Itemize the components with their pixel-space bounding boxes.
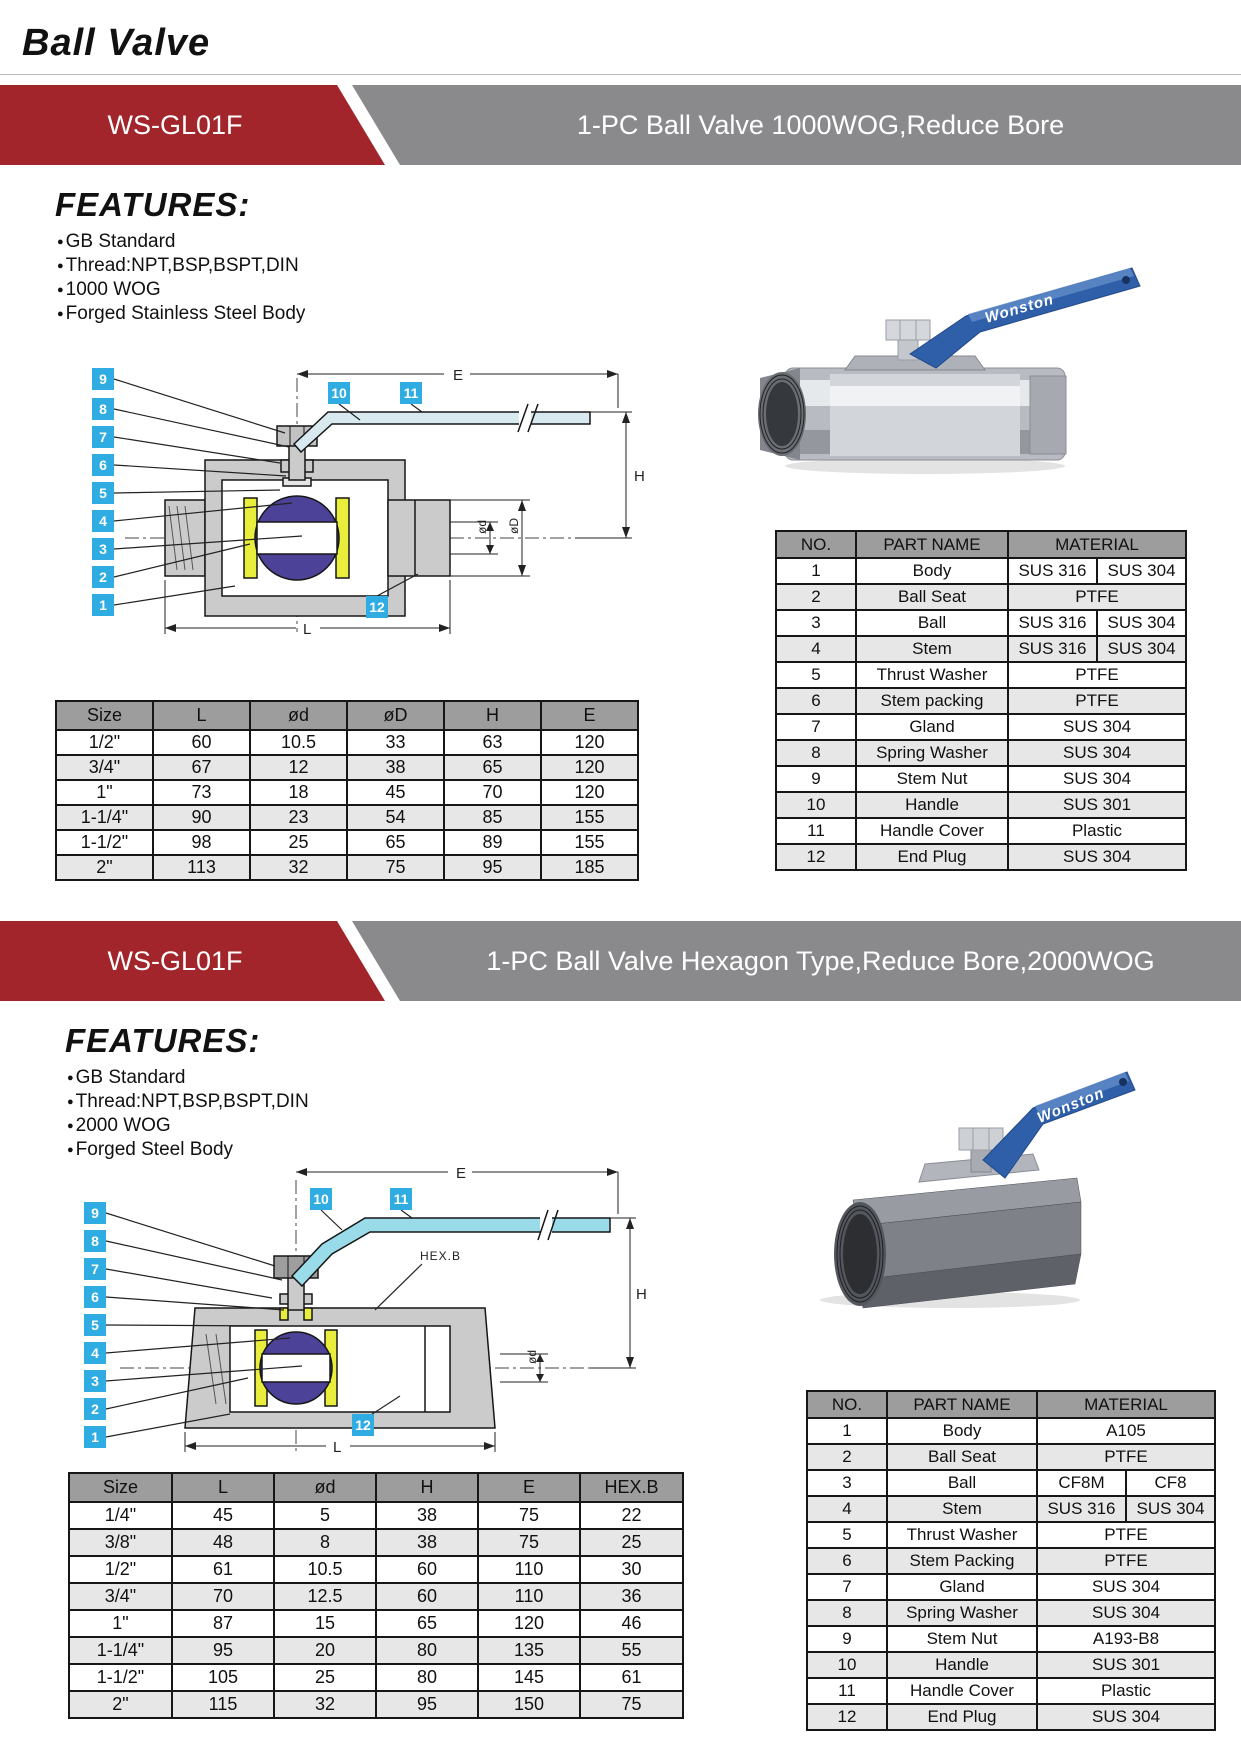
callout-2: 2: [91, 1401, 99, 1417]
material-cell: Plastic: [1008, 818, 1186, 844]
dim-table-row: [56, 755, 638, 780]
brand-label: Wonston: [1034, 1084, 1108, 1127]
value-cell: 89: [444, 830, 541, 855]
part-name-cell: Stem Nut: [887, 1626, 1037, 1652]
dim-label-H: H: [636, 1286, 647, 1303]
feature-item: ● Forged Stainless Steel Body: [57, 302, 305, 326]
col-hexb: HEX.B: [580, 1473, 683, 1502]
value-cell: 46: [580, 1610, 683, 1637]
feature-item: ● Thread:NPT,BSP,BSPT,DIN: [57, 254, 305, 278]
part-no-cell: 7: [807, 1574, 887, 1600]
value-cell: 12.5: [274, 1583, 376, 1610]
callout-2: 2: [99, 569, 107, 585]
parts-table-header-row: [807, 1391, 1215, 1418]
material-cell: PTFE: [1008, 688, 1186, 714]
value-cell: 18: [250, 780, 347, 805]
material-cell: SUS 304: [1037, 1600, 1215, 1626]
col-E: E: [478, 1473, 580, 1502]
valve-body: [185, 1256, 495, 1428]
banner-product-title: 1-PC Ball Valve 1000WOG,Reduce Bore: [576, 110, 1065, 140]
material-cell-2: SUS 304: [1097, 558, 1186, 584]
size-cell: 1/2": [69, 1556, 172, 1583]
material-cell: SUS 304: [1037, 1704, 1215, 1730]
part-name-cell: Handle Cover: [856, 818, 1008, 844]
feature-item: ● GB Standard: [67, 1066, 309, 1090]
size-cell: 3/4": [69, 1583, 172, 1610]
callout-8: 8: [91, 1233, 99, 1249]
part-no-cell: 7: [776, 714, 856, 740]
parts-table-row: [807, 1574, 1215, 1600]
part-name-cell: Handle: [856, 792, 1008, 818]
parts-table-row: [776, 584, 1186, 610]
valve-handle: [292, 1210, 610, 1286]
part-name-cell: Spring Washer: [856, 740, 1008, 766]
part-name-cell: Ball: [856, 610, 1008, 636]
value-cell: 145: [478, 1664, 580, 1691]
value-cell: 85: [444, 805, 541, 830]
value-cell: 38: [376, 1502, 478, 1529]
col-H: H: [444, 701, 541, 730]
part-no-cell: 10: [807, 1652, 887, 1678]
banner-model-code: WS-GL01F: [107, 946, 243, 976]
part-name-cell: Stem: [856, 636, 1008, 662]
value-cell: 25: [580, 1529, 683, 1556]
value-cell: 110: [478, 1556, 580, 1583]
dim-label-od: ød: [525, 1349, 539, 1364]
part-name-cell: Ball Seat: [887, 1444, 1037, 1470]
col-size: Size: [56, 701, 153, 730]
value-cell: 120: [541, 755, 638, 780]
feature-item: ● 2000 WOG: [67, 1114, 309, 1138]
parts-table-row: [776, 844, 1186, 870]
value-cell: 45: [172, 1502, 274, 1529]
part-no-cell: 12: [807, 1704, 887, 1730]
parts-table-row: [776, 792, 1186, 818]
size-cell: 1/4": [69, 1502, 172, 1529]
parts-table-row: [776, 636, 1186, 662]
dim-table-row: [56, 855, 638, 880]
value-cell: 65: [376, 1610, 478, 1637]
feature-item: ● 1000 WOG: [57, 278, 305, 302]
dim-label-oD: øD: [507, 518, 521, 534]
value-cell: 8: [274, 1529, 376, 1556]
value-cell: 33: [347, 730, 444, 755]
part-name-cell: Spring Washer: [887, 1600, 1037, 1626]
part-no-cell: 1: [776, 558, 856, 584]
value-cell: 25: [274, 1664, 376, 1691]
parts-table-row: [807, 1678, 1215, 1704]
callout-9: 9: [91, 1205, 99, 1221]
value-cell: 32: [274, 1691, 376, 1718]
dim-table-row: [69, 1691, 683, 1718]
value-cell: 20: [274, 1637, 376, 1664]
value-cell: 45: [347, 780, 444, 805]
col-no: NO.: [807, 1391, 887, 1418]
part-no-cell: 10: [776, 792, 856, 818]
part-no-cell: 3: [776, 610, 856, 636]
value-cell: 90: [153, 805, 250, 830]
size-cell: 1-1/2": [56, 830, 153, 855]
size-cell: 3/4": [56, 755, 153, 780]
callout-7: 7: [91, 1261, 99, 1277]
value-cell: 95: [376, 1691, 478, 1718]
dim-table-row: [69, 1502, 683, 1529]
part-name-cell: Handle: [887, 1652, 1037, 1678]
material-cell: PTFE: [1008, 584, 1186, 610]
parts-table-row: [776, 662, 1186, 688]
value-cell: 15: [274, 1610, 376, 1637]
callout-6: 6: [99, 457, 107, 473]
part-name-cell: Ball Seat: [856, 584, 1008, 610]
parts-table-row: [807, 1548, 1215, 1574]
part-no-cell: 11: [807, 1678, 887, 1704]
value-cell: 155: [541, 830, 638, 855]
dim-label-E: E: [456, 1165, 467, 1182]
value-cell: 75: [347, 855, 444, 880]
material-cell: CF8M: [1037, 1470, 1126, 1496]
dim-label-H: H: [634, 468, 645, 485]
parts-table-1: [775, 530, 1187, 871]
value-cell: 36: [580, 1583, 683, 1610]
parts-table-row: [776, 766, 1186, 792]
valve-body-photo: [834, 1178, 1081, 1308]
part-name-cell: Stem packing: [856, 688, 1008, 714]
value-cell: 115: [172, 1691, 274, 1718]
material-cell: PTFE: [1037, 1444, 1215, 1470]
callout-4: 4: [99, 513, 107, 529]
part-name-cell: Thrust Washer: [887, 1522, 1037, 1548]
size-cell: 1": [69, 1610, 172, 1637]
features-heading-1: FEATURES:: [55, 186, 251, 223]
callout-5: 5: [91, 1317, 99, 1333]
value-cell: 80: [376, 1664, 478, 1691]
value-cell: 155: [541, 805, 638, 830]
value-cell: 61: [580, 1664, 683, 1691]
value-cell: 120: [541, 780, 638, 805]
size-cell: 1-1/4": [69, 1637, 172, 1664]
banner-model-code: WS-GL01F: [107, 110, 243, 140]
value-cell: 60: [376, 1556, 478, 1583]
parts-table-row: [807, 1522, 1215, 1548]
callout-5: 5: [99, 485, 107, 501]
callout-10: 10: [313, 1191, 329, 1207]
value-cell: 30: [580, 1556, 683, 1583]
product-banner-1: [0, 85, 1241, 165]
col-od: ød: [274, 1473, 376, 1502]
dim-table-row: [69, 1664, 683, 1691]
col-oD: øD: [347, 701, 444, 730]
parts-table-row: [776, 818, 1186, 844]
callout-3: 3: [91, 1373, 99, 1389]
product-photo-2: [775, 1032, 1155, 1312]
callout-10: 10: [331, 385, 347, 401]
part-name-cell: End Plug: [887, 1704, 1037, 1730]
value-cell: 185: [541, 855, 638, 880]
value-cell: 48: [172, 1529, 274, 1556]
dim-table-row: [69, 1556, 683, 1583]
col-material: MATERIAL: [1037, 1391, 1215, 1418]
dim-table-header-row: [69, 1473, 683, 1502]
banner-product-title: 1-PC Ball Valve Hexagon Type,Reduce Bore,2000WOG: [486, 946, 1155, 976]
value-cell: 63: [444, 730, 541, 755]
valve-cross-section-diagram-2: [70, 1158, 650, 1460]
page-title: Ball Valve: [22, 22, 211, 64]
part-no-cell: 11: [776, 818, 856, 844]
col-material: MATERIAL: [1008, 531, 1186, 558]
dim-table-header-row: [56, 701, 638, 730]
value-cell: 12: [250, 755, 347, 780]
feature-item: ● Thread:NPT,BSP,BSPT,DIN: [67, 1090, 309, 1114]
part-no-cell: 12: [776, 844, 856, 870]
value-cell: 75: [478, 1502, 580, 1529]
dim-label-L: L: [303, 621, 312, 638]
parts-table-row: [807, 1496, 1215, 1522]
material-cell-2: SUS 304: [1126, 1496, 1215, 1522]
part-name-cell: Thrust Washer: [856, 662, 1008, 688]
value-cell: 55: [580, 1637, 683, 1664]
value-cell: 60: [153, 730, 250, 755]
col-H: H: [376, 1473, 478, 1502]
part-no-cell: 8: [776, 740, 856, 766]
title-divider: [0, 74, 1241, 75]
material-cell-2: SUS 304: [1097, 636, 1186, 662]
part-name-cell: Gland: [856, 714, 1008, 740]
dim-table-row: [69, 1529, 683, 1556]
parts-table-row: [776, 740, 1186, 766]
dim-label-od: ød: [475, 519, 489, 534]
material-cell-2: CF8: [1126, 1470, 1215, 1496]
value-cell: 65: [444, 755, 541, 780]
col-L: L: [153, 701, 250, 730]
part-name-cell: End Plug: [856, 844, 1008, 870]
part-name-cell: Gland: [887, 1574, 1037, 1600]
part-name-cell: Stem Packing: [887, 1548, 1037, 1574]
parts-table-header-row: [776, 531, 1186, 558]
dimension-table-2: [68, 1472, 684, 1719]
value-cell: 54: [347, 805, 444, 830]
material-cell: PTFE: [1008, 662, 1186, 688]
value-cell: 5: [274, 1502, 376, 1529]
part-name-cell: Body: [887, 1418, 1037, 1444]
dim-table-row: [56, 830, 638, 855]
callout-4: 4: [91, 1345, 99, 1361]
callout-12: 12: [369, 599, 385, 615]
size-cell: 1": [56, 780, 153, 805]
part-no-cell: 5: [807, 1522, 887, 1548]
col-E: E: [541, 701, 638, 730]
value-cell: 87: [172, 1610, 274, 1637]
value-cell: 38: [347, 755, 444, 780]
material-cell: SUS 304: [1008, 766, 1186, 792]
value-cell: 75: [580, 1691, 683, 1718]
part-no-cell: 6: [776, 688, 856, 714]
callout-6: 6: [91, 1289, 99, 1305]
dim-table-row: [56, 805, 638, 830]
part-name-cell: Stem Nut: [856, 766, 1008, 792]
material-cell: SUS 301: [1008, 792, 1186, 818]
size-cell: 2": [56, 855, 153, 880]
value-cell: 80: [376, 1637, 478, 1664]
value-cell: 73: [153, 780, 250, 805]
value-cell: 65: [347, 830, 444, 855]
material-cell: SUS 316: [1037, 1496, 1126, 1522]
material-cell-2: SUS 304: [1097, 610, 1186, 636]
callout-11: 11: [403, 385, 419, 401]
dim-label-E: E: [453, 367, 464, 384]
part-no-cell: 3: [807, 1470, 887, 1496]
part-no-cell: 2: [776, 584, 856, 610]
value-cell: 120: [478, 1610, 580, 1637]
callout-1: 1: [91, 1429, 99, 1445]
valve-body: [165, 426, 450, 616]
parts-table-row: [776, 558, 1186, 584]
dim-table-row: [69, 1610, 683, 1637]
callout-1: 1: [99, 597, 107, 613]
col-od: ød: [250, 701, 347, 730]
callout-8: 8: [99, 401, 107, 417]
dim-label-L: L: [333, 1439, 342, 1456]
material-cell: PTFE: [1037, 1548, 1215, 1574]
material-cell: SUS 301: [1037, 1652, 1215, 1678]
callout-11: 11: [393, 1191, 409, 1207]
dim-table-row: [69, 1637, 683, 1664]
part-name-cell: Body: [856, 558, 1008, 584]
parts-table-row: [807, 1470, 1215, 1496]
value-cell: 67: [153, 755, 250, 780]
features-heading-2: FEATURES:: [65, 1022, 261, 1059]
part-no-cell: 8: [807, 1600, 887, 1626]
col-L: L: [172, 1473, 274, 1502]
feature-item: ● GB Standard: [57, 230, 305, 254]
valve-handle: [294, 404, 590, 452]
size-cell: 2": [69, 1691, 172, 1718]
size-cell: 1/2": [56, 730, 153, 755]
material-cell: SUS 304: [1008, 740, 1186, 766]
size-cell: 1-1/2": [69, 1664, 172, 1691]
part-no-cell: 9: [807, 1626, 887, 1652]
parts-table-row: [807, 1600, 1215, 1626]
product-photo-1: [730, 228, 1160, 478]
parts-table-row: [807, 1652, 1215, 1678]
hex-b-label: HEX.B: [420, 1249, 462, 1263]
value-cell: 23: [250, 805, 347, 830]
value-cell: 22: [580, 1502, 683, 1529]
value-cell: 38: [376, 1529, 478, 1556]
material-cell: A193-B8: [1037, 1626, 1215, 1652]
part-name-cell: Stem: [887, 1496, 1037, 1522]
valve-cross-section-diagram-1: [70, 348, 650, 640]
product-banner-2: [0, 921, 1241, 1001]
value-cell: 70: [444, 780, 541, 805]
value-cell: 105: [172, 1664, 274, 1691]
part-no-cell: 9: [776, 766, 856, 792]
callout-9: 9: [99, 371, 107, 387]
size-cell: 1-1/4": [56, 805, 153, 830]
dim-table-row: [56, 780, 638, 805]
material-cell: SUS 316: [1008, 558, 1097, 584]
parts-table-row: [807, 1704, 1215, 1730]
value-cell: 110: [478, 1583, 580, 1610]
part-no-cell: 1: [807, 1418, 887, 1444]
value-cell: 120: [541, 730, 638, 755]
features-list-2: [67, 1066, 309, 1162]
part-no-cell: 6: [807, 1548, 887, 1574]
value-cell: 150: [478, 1691, 580, 1718]
dimension-table-1: [55, 700, 639, 881]
feature-item: ● Forged Steel Body: [67, 1138, 309, 1162]
parts-table-row: [776, 610, 1186, 636]
value-cell: 95: [172, 1637, 274, 1664]
col-no: NO.: [776, 531, 856, 558]
material-cell: SUS 304: [1008, 844, 1186, 870]
material-cell: SUS 316: [1008, 610, 1097, 636]
material-cell: SUS 304: [1037, 1574, 1215, 1600]
part-no-cell: 4: [807, 1496, 887, 1522]
value-cell: 75: [478, 1529, 580, 1556]
parts-table-row: [776, 688, 1186, 714]
part-name-cell: Ball: [887, 1470, 1037, 1496]
part-no-cell: 2: [807, 1444, 887, 1470]
material-cell: Plastic: [1037, 1678, 1215, 1704]
parts-table-row: [807, 1418, 1215, 1444]
value-cell: 61: [172, 1556, 274, 1583]
col-part-name: PART NAME: [856, 531, 1008, 558]
value-cell: 113: [153, 855, 250, 880]
value-cell: 98: [153, 830, 250, 855]
valve-handle-photo: [910, 268, 1140, 368]
part-no-cell: 5: [776, 662, 856, 688]
features-list-1: [57, 230, 305, 326]
value-cell: 60: [376, 1583, 478, 1610]
value-cell: 10.5: [250, 730, 347, 755]
value-cell: 95: [444, 855, 541, 880]
parts-table-row: [807, 1444, 1215, 1470]
parts-table-2: [806, 1390, 1216, 1731]
material-cell: PTFE: [1037, 1522, 1215, 1548]
valve-body-photo: [758, 368, 1066, 460]
parts-table-row: [807, 1626, 1215, 1652]
material-cell: SUS 316: [1008, 636, 1097, 662]
material-cell: A105: [1037, 1418, 1215, 1444]
material-cell: SUS 304: [1008, 714, 1186, 740]
callout-3: 3: [99, 541, 107, 557]
dim-table-row: [56, 730, 638, 755]
col-size: Size: [69, 1473, 172, 1502]
size-cell: 3/8": [69, 1529, 172, 1556]
callout-7: 7: [99, 429, 107, 445]
value-cell: 32: [250, 855, 347, 880]
value-cell: 135: [478, 1637, 580, 1664]
col-part-name: PART NAME: [887, 1391, 1037, 1418]
value-cell: 10.5: [274, 1556, 376, 1583]
callout-12: 12: [355, 1417, 371, 1433]
value-cell: 70: [172, 1583, 274, 1610]
dim-table-row: [69, 1583, 683, 1610]
part-no-cell: 4: [776, 636, 856, 662]
valve-handle-photo: [983, 1072, 1135, 1178]
parts-table-row: [776, 714, 1186, 740]
part-name-cell: Handle Cover: [887, 1678, 1037, 1704]
value-cell: 25: [250, 830, 347, 855]
brand-label: Wonston: [983, 290, 1056, 327]
